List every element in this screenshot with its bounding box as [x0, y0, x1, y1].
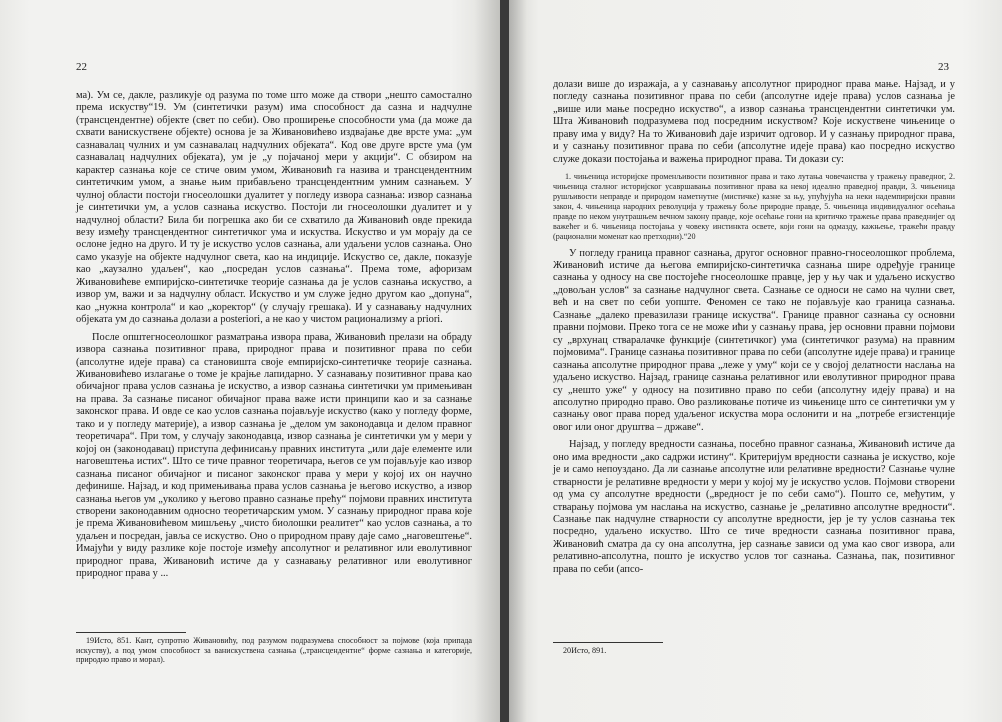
- footnote-block-left: [76, 626, 472, 665]
- footnote-20: 20Исто, 891.: [563, 646, 607, 655]
- paragraph: После општегносеолошког разматрања извора права, Живановић прелази на обраду извора сазнања позитивног права, природног права и позитивног права по себи (апсолутне идеје права) са становишта своје емпиријско-синтетичке теорије сазнања. Живановићево излагање о томе је крајње лапидарно. У сазнавању позитивног права као обичајног права услов сазнања је искуство, а извор сазнања синтетички ум примењиван на права. За сазнање писаног обичајног права важе исти принципи као и за сазнање законског права. И овде се као услов сазнања појављује искуство (како у погледу форме, тако и у погледу материје), а извор сазнања је „делом ум законодавца и делом правног теоретичара“. При том, у случају законодавца, извор сазнања је синтетички ум у мери у којој он (законодавац) приступа дефинисању правних института „или даје елементе или наговештења истих“. Што се тиче правног теоретичара, његов се ум појављује као извор сазнања писаног обичајног и писаног законског права у мери у којој их он научно дефинише. Најзад, и код примењивања права услов сазнања је његово искуство, а извор сазнања његов ум „уколико у његово правно сазнање прећу“ појмови правних института створени законодавним односно теоретичарским умом. У сазнању природног права које је према Живановићевом мишљењу „чисто биолошки реалитет“ као услов сазнања, а то удаљен и посредан, јавља се искуство. Оно о природном праву даје само „наговештење“. Имајући у виду разлике које постоје између апсолутног и релативног или еволутивног природног права, Живановић истиче да у сазнавању релативног или еволутивног природног права у ...: [76, 331, 472, 580]
- paragraph: Најзад, у погледу вредности сазнања, посебно правног сазнања, Живановић истиче да оно има вредности „ако садржи истину“. Критеријум вредности сазнања је искуство, које је и само непоуздано. Да ли сазнање апсолутне или релативне вредности? Сазнање чулне стварности је релативне вредности у мери у којој му је искуство услов. Појмови створени од ума су апсолутне вредности („вредност је по себи само“). Пошто се, међутим, у стварању појмова ум наслања на искуство, сазнање је „релативно апсолутне вредности“. Сазнање пак надчулне стварности су апсолутне вредности, јер је ту услов сазнања тек посредно, удаљено искуство. Што се тиче вредности сазнања позитивног права, Живановић сматра да су она апсолутна, јер сазнање зависи од ума као свог извора, али релативно-апсолутна, пошто је искуство услов тог сазнања. Сазнања, пак, позитивног права по себи (апсо-: [553, 439, 955, 575]
- quote-text: 1. чињеница историјске променљивости позитивног права и тако лутања човечанства у тражењу праведног, 2. чињеница сталног историјског усавршавања позитивног права ка некој идеално праведној правди, 3. чињеница рушљивости неправде и природом наметнутне (мистичке) казне за њу, упућујућа на неки надемпиријски правни закон, 4. чињеница народних револуција у тражењу боље природне правде, 5. чињеница индивидуалног осећања правде по неком унутрашњем вечном закону правде, које осећање гони на критичко тражење права праведнијег од важећег и 6. чињеница постојања у човеку инстинкта освете, који гони на одмазду, кажњење, тражећи правду (рационални моменат као претходни).“20: [553, 172, 955, 241]
- footnote-block-right: [553, 636, 955, 656]
- paragraph: долази више до изражаја, а у сазнавању апсолутног природног права мање. Најзад, и у погледу сазнања позитивног права по себи (апсолутне идеје права) услов сазнања је „више или мање посредно искуство“, а извор сазнања трансцендентни синтетички ум. Шта Живановић подразумева под посредним искуством? Које искуствене чињенице о праву има у виду? На то Живановић даје изричит одговор. И у сазнању природног права, и у сазнању позитивног права по себи (апсолутне идеје права) као посредно искуство служе докази постојања и важења природног права. Ти докази су:: [553, 79, 955, 165]
- page-number-left: 22: [76, 61, 87, 73]
- gutter-shadow-right: [509, 0, 527, 722]
- footnote-rule: [553, 642, 663, 643]
- right-page-body: [553, 79, 955, 576]
- block-quote: [553, 172, 955, 241]
- left-page-body: [76, 90, 472, 581]
- book-gutter: [500, 0, 509, 722]
- footnote-19: 19Исто, 851. Кант, супротно Живановићу, под разумом подразумева способност за појмове (која припада искуству), а под умом способност за ванискуствена сазнања („трансцендентне“ форме сазнања и категорије, природно право и морал).: [76, 636, 472, 665]
- gutter-shadow-left: [474, 0, 500, 722]
- paragraph: У погледу граница правног сазнања, другог основног правно-гносеолошког проблема, Живановић истиче да његова емпиријско-синтетичка сазнања шире одређује границе сазнања у односу на све постојеће гносеолошке правце, јер у њу чак и удаљено искуство „довољан услов“ за сазнање надчулног света. Сазнање се односи не само на чулни свет, већ и на свет по себи уопште. Феномен се тако не појављује као граница сазнања. Сазнање „далеко превазилази границе искуства“. Границе правног сазнања су основни правни појмови. Преко тога се не може ићи у сазнању права, јер основни правни појмови су „врхунац стваралачке функције (синтетичког) ума (синтетичког разума) на правним појмовима“. Границе сазнања позитивног права по себи (апсолутне идеје права) и границе сазнања апсолутне природног права „леже у уму“ који се у својој делатности наслања на удаљено искуство. Најзад, границе сазнања релативног или еволутивног природног права су „нешто уже“ у односу на позитивно право по себи (апсолутну идеју права) и на апсолутно природно право. Ово разликовање потиче из чињенице што се синтетички ум у сазнању овог права поред удаљеног искуства мора ослонити и на „потребе егзистенције овог или оног друштва – државе“.: [553, 247, 955, 433]
- footnote-rule: [76, 632, 186, 633]
- left-page: [0, 0, 500, 722]
- right-page: [509, 0, 1002, 722]
- paragraph: ма). Ум се, дакле, разликује од разума по томе што може да створи „нешто самостално према искуству“19. Ум (синтетички разум) има способност да сазна и надчулне (трансцендентне) објекте (свет по себи). Ово проширење способности ума (да може да схвати ванискуствене објекте) основа је за Живановићево издвајање две врсте ума: „ум сазнавалац чулних и ум сазнавалац надчулних објеката“. Код ове друге врсте ума (ум сазнавалац надчулних објеката), ум је „у појачаној мери у акцији“. С обзиром на карактер сазнања које се стиче овим умом, Живановић га назива и трансцендентним синтетичким умом, а знање њим прибављено трансцендентним умним сазнањем. У чулној области постоји гносеолошки дуалитет у погледу извора сазнања: извор сазнања је синтетички ум, а услов сазнања искуство. Постоји ли гносеолошки дуалитет и у надчулној области? Била би погрешка ако би се схватило да Живановић овде прекида везу између трансцендентног синтетичког ума и искуства. Искуство и ум морају да се ослоне једно на друго. И ту је искуство услов сазнања, али удаљени услов сазнања. Оно само указује на објекте надчулног света, као на индиције. Искуство се, дакле, показује као „каузално удаљен“, као „посредан услов сазнања“. Према томе, афоризам Живановићеве емпиријско-синтетичке теорије сазнања да је услов сазнања искуство, а извор ум, важи и за надчулну област. Искуство и ум служе једно другом као „допуна“, као „нужна контрола“ и као „коректор“ (у случају грешака). И у сазнавању надчулних објеката ум до сазнања долази a posteriori, а не као у чистом рационализму a priori.: [76, 90, 472, 326]
- page-number-right: 23: [938, 61, 949, 73]
